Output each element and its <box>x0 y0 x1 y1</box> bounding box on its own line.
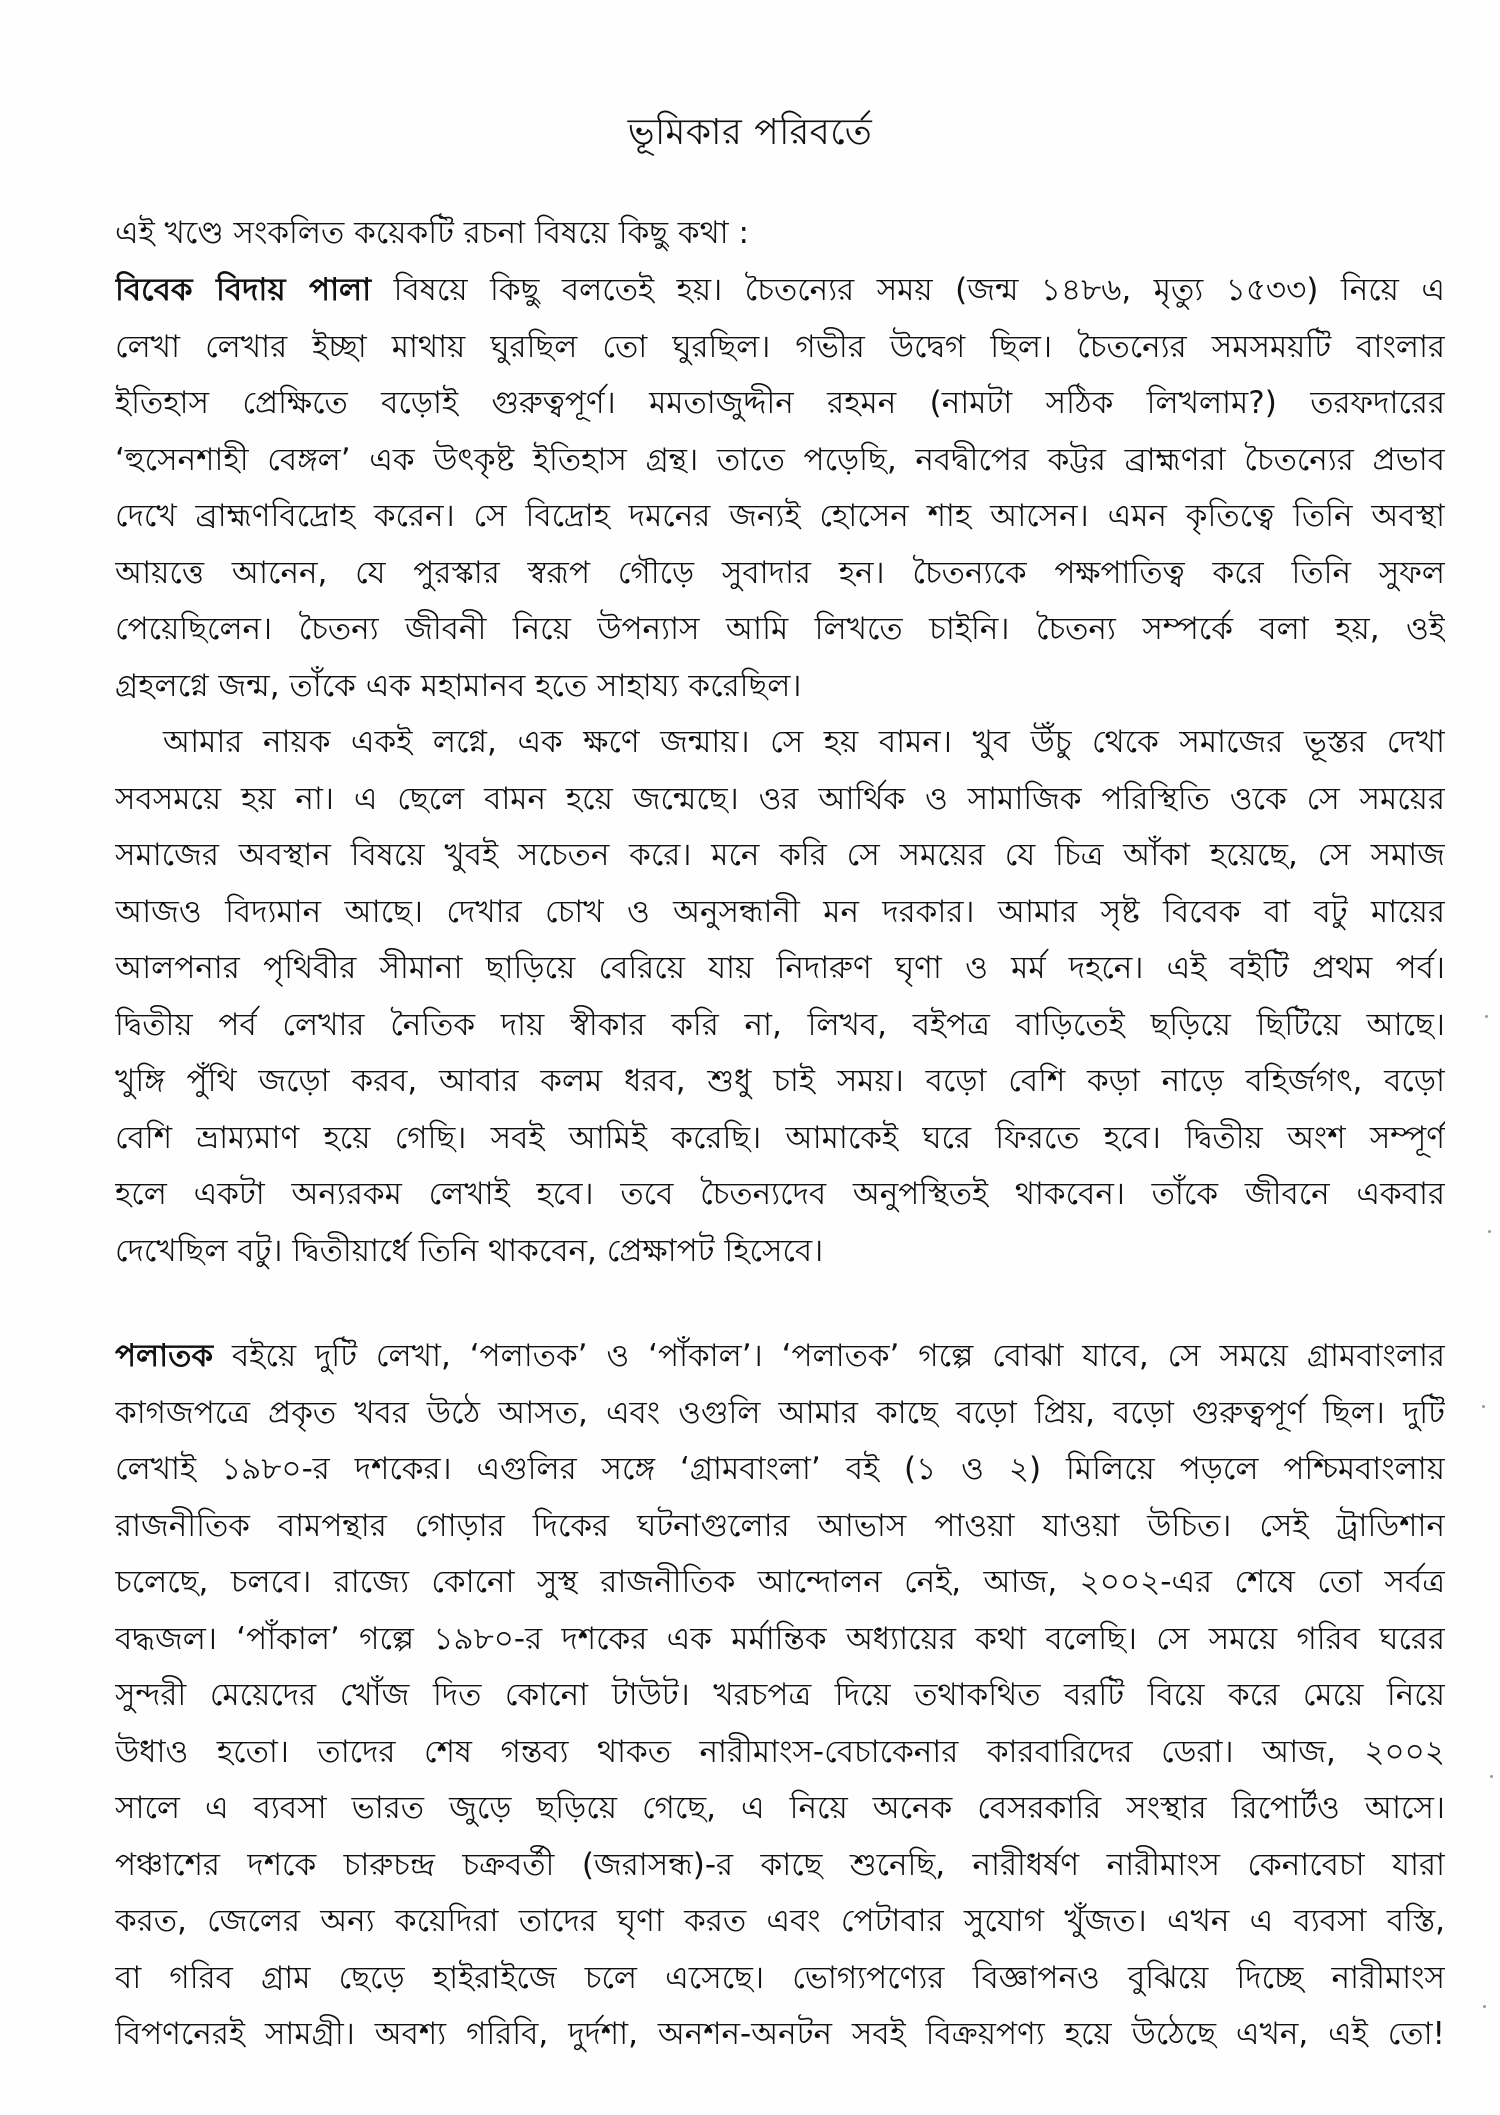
text-line: ইতিহাস প্রেক্ষিতে বড়োই গুরুত্বপূর্ণ। মমতাজুদ্দীন রহমন (নামটা সঠিক লিখলাম?) তরফদারের <box>115 385 1445 421</box>
text-line: করত, জেলের অন্য কয়েদিরা তাদের ঘৃণা করত এবং পেটাবার সুযোগ খুঁজত। এখন এ ব্যবসা বস্তি, <box>115 1903 1445 1939</box>
section-palatak <box>115 1328 1445 2063</box>
text-line: রাজনীতিক বামপন্থার গোড়ার দিকের ঘটনাগুলোর আভাস পাওয়া যাওয়া উচিত। সেই ট্রাডিশান <box>115 1507 1445 1544</box>
text-line: পেয়েছিলেন। চৈতন্য জীবনী নিয়ে উপন্যাস আমি লিখতে চাইনি। চৈতন্য সম্পর্কে বলা হয়, ওই <box>115 611 1445 647</box>
scan-speck <box>1488 1230 1491 1233</box>
text-line: লেখাই ১৯৮০-র দশকের। এগুলির সঙ্গে ‘গ্রামবাংলা’ বই (১ ও ২) মিলিয়ে পড়লে পশ্চিমবাংলায় <box>115 1451 1445 1487</box>
text-line: কাগজপত্রে প্রকৃত খবর উঠে আসত, এবং ওগুলি আমার কাছে বড়ো প্রিয়, বড়ো গুরুত্বপূর্ণ ছিল। দুটি <box>115 1394 1445 1431</box>
text-line: সমাজের অবস্থান বিষয়ে খুবই সচেতন করে। মনে করি সে সময়ের যে চিত্র আঁকা হয়েছে, সে সমাজ <box>115 837 1445 873</box>
text-line: সুন্দরী মেয়েদের খোঁজ দিত কোনো টাউট। খরচপত্র দিয়ে তথাকথিত বরটি বিয়ে করে মেয়ে নিয়ে <box>115 1677 1445 1713</box>
text-line: সালে এ ব্যবসা ভারত জুড়ে ছড়িয়ে গেছে, এ নিয়ে অনেক বেসরকারি সংস্থার রিপোর্টও আসে। <box>115 1790 1445 1826</box>
text-line: ‘হুসেনশাহী বেঙ্গল’ এক উৎকৃষ্ট ইতিহাস গ্রন্থ। তাতে পড়েছি, নবদ্বীপের কট্টর ব্রাহ্মণরা চৈতন্যের প্রভাব <box>115 441 1445 478</box>
text-line: খুঙ্গি পুঁথি জড়ো করব, আবার কলম ধরব, শুধু চাই সময়। বড়ো বেশি কড়া নাড়ে বহির্জগৎ, বড়ো <box>115 1063 1445 1099</box>
text-line: হলে একটা অন্যরকম লেখাই হবে। তবে চৈতন্যদেব অনুপস্থিতই থাকবেন। তাঁকে জীবনে একবার <box>115 1176 1445 1212</box>
scan-speck <box>1483 2005 1486 2008</box>
text-line-content: বইয়ে দুটি লেখা, ‘পলাতক’ ও ‘পাঁকাল’। ‘পলাতক’ গল্পে বোঝা যাবে, সে সময়ে গ্রামবাংলার <box>213 1338 1445 1374</box>
text-line: বেশি ভ্রাম্যমাণ হয়ে গেছি। সবই আমিই করেছি। আমাকেই ঘরে ফিরতে হবে। দ্বিতীয় অংশ সম্পূর্ণ <box>115 1119 1445 1156</box>
text-line: সবসময়ে হয় না। এ ছেলে বামন হয়ে জন্মেছে। ওর আর্থিক ও সামাজিক পরিস্থিতি ওকে সে সময়ের <box>115 780 1445 817</box>
text-line-content: বিষয়ে কিছু বলতেই হয়। চৈতন্যের সময় (জন্ম ১৪৮৬, মৃত্যু ১৫৩৩) নিয়ে এ <box>371 272 1445 308</box>
scan-speck <box>1482 1405 1485 1408</box>
text-line: পঞ্চাশের দশকে চারুচন্দ্র চক্রবর্তী (জরাসন্ধ)-র কাছে শুনেছি, নারীধর্ষণ নারীমাংস কেনাবেচা যারা <box>115 1846 1445 1883</box>
page-title: ভূমিকার পরিবর্তে <box>627 112 873 153</box>
text-line <box>115 262 1445 319</box>
scan-speck <box>1490 1775 1493 1778</box>
text-line: আলপনার পৃথিবীর সীমানা ছাড়িয়ে বেরিয়ে যায় নিদারুণ ঘৃণা ও মর্ম দহনে। এই বইটি প্রথম পর্ব। <box>115 950 1445 986</box>
text-line: আজও বিদ্যমান আছে। দেখার চোখ ও অনুসন্ধানী মন দরকার। আমার সৃষ্ট বিবেক বা বটু মায়ের <box>115 893 1445 930</box>
text-line: দেখেছিল বটু। দ্বিতীয়ার্ধে তিনি থাকবেন, প্রেক্ষাপট হিসেবে। <box>115 1232 824 1269</box>
bold-book-title: পলাতক <box>115 1338 214 1374</box>
text-line: দ্বিতীয় পর্ব লেখার নৈতিক দায় স্বীকার করি না, লিখব, বইপত্র বাড়িতেই ছড়িয়ে ছিটিয়ে আছে। <box>115 1006 1445 1043</box>
text-line: গ্রহলগ্নে জন্ম, তাঁকে এক মহামানব হতে সাহায্য করেছিল। <box>115 667 802 704</box>
text-line: লেখা লেখার ইচ্ছা মাথায় ঘুরছিল তো ঘুরছিল। গভীর উদ্বেগ ছিল। চৈতন্যের সমসময়টি বাংলার <box>115 328 1445 365</box>
scan-speck <box>1485 1015 1488 1018</box>
text-line: বদ্ধজল। ‘পাঁকাল’ গল্পে ১৯৮০-র দশকের এক মর্মান্তিক অধ্যায়ের কথা বলেছি। সে সময়ে গরিব ঘরের <box>115 1620 1445 1657</box>
text-line: আয়ত্তে আনেন, যে পুরস্কার স্বরূপ গৌড়ে সুবাদার হন। চৈতন্যকে পক্ষপাতিত্ব করে তিনি সুফল <box>115 554 1445 591</box>
text-line: উধাও হতো। তাদের শেষ গন্তব্য থাকত নারীমাংস-বেচাকেনার কারবারিদের ডেরা। আজ, ২০০২ <box>115 1733 1445 1770</box>
bold-book-title: বিবেক বিদায় পালা <box>115 272 372 308</box>
section-bibek-bidai-pala <box>115 262 1445 1279</box>
text-line: বিপণনেরই সামগ্রী। অবশ্য গরিবি, দুর্দশা, অনশন-অনটন সবই বিক্রয়পণ্য হয়ে উঠেছে এখন, এই তো! <box>115 2016 1445 2052</box>
text-line <box>115 1328 1445 1385</box>
intro-paragraph <box>115 205 1445 262</box>
text-line: চলেছে, চলবে। রাজ্যে কোনো সুস্থ রাজনীতিক আন্দোলন নেই, আজ, ২০০২-এর শেষে তো সর্বত্র <box>115 1564 1445 1600</box>
text-line: আমার নায়ক একই লগ্নে, এক ক্ষণে জন্মায়। সে হয় বামন। খুব উঁচু থেকে সমাজের ভূস্তর দেখা <box>163 724 1445 760</box>
text-line: বা গরিব গ্রাম ছেড়ে হাইরাইজে চলে এসেছে। ভোগ্যপণ্যের বিজ্ঞাপনও বুঝিয়ে দিচ্ছে নারীমাংস <box>115 1959 1445 1996</box>
intro-line: এই খণ্ডে সংকলিত কয়েকটি রচনা বিষয়ে কিছু কথা : <box>115 215 749 251</box>
text-line: দেখে ব্রাহ্মণবিদ্রোহ করেন। সে বিদ্রোহ দমনের জন্যই হোসেন শাহ আসেন। এমন কৃতিত্বে তিনি অবস্থা <box>115 498 1445 534</box>
